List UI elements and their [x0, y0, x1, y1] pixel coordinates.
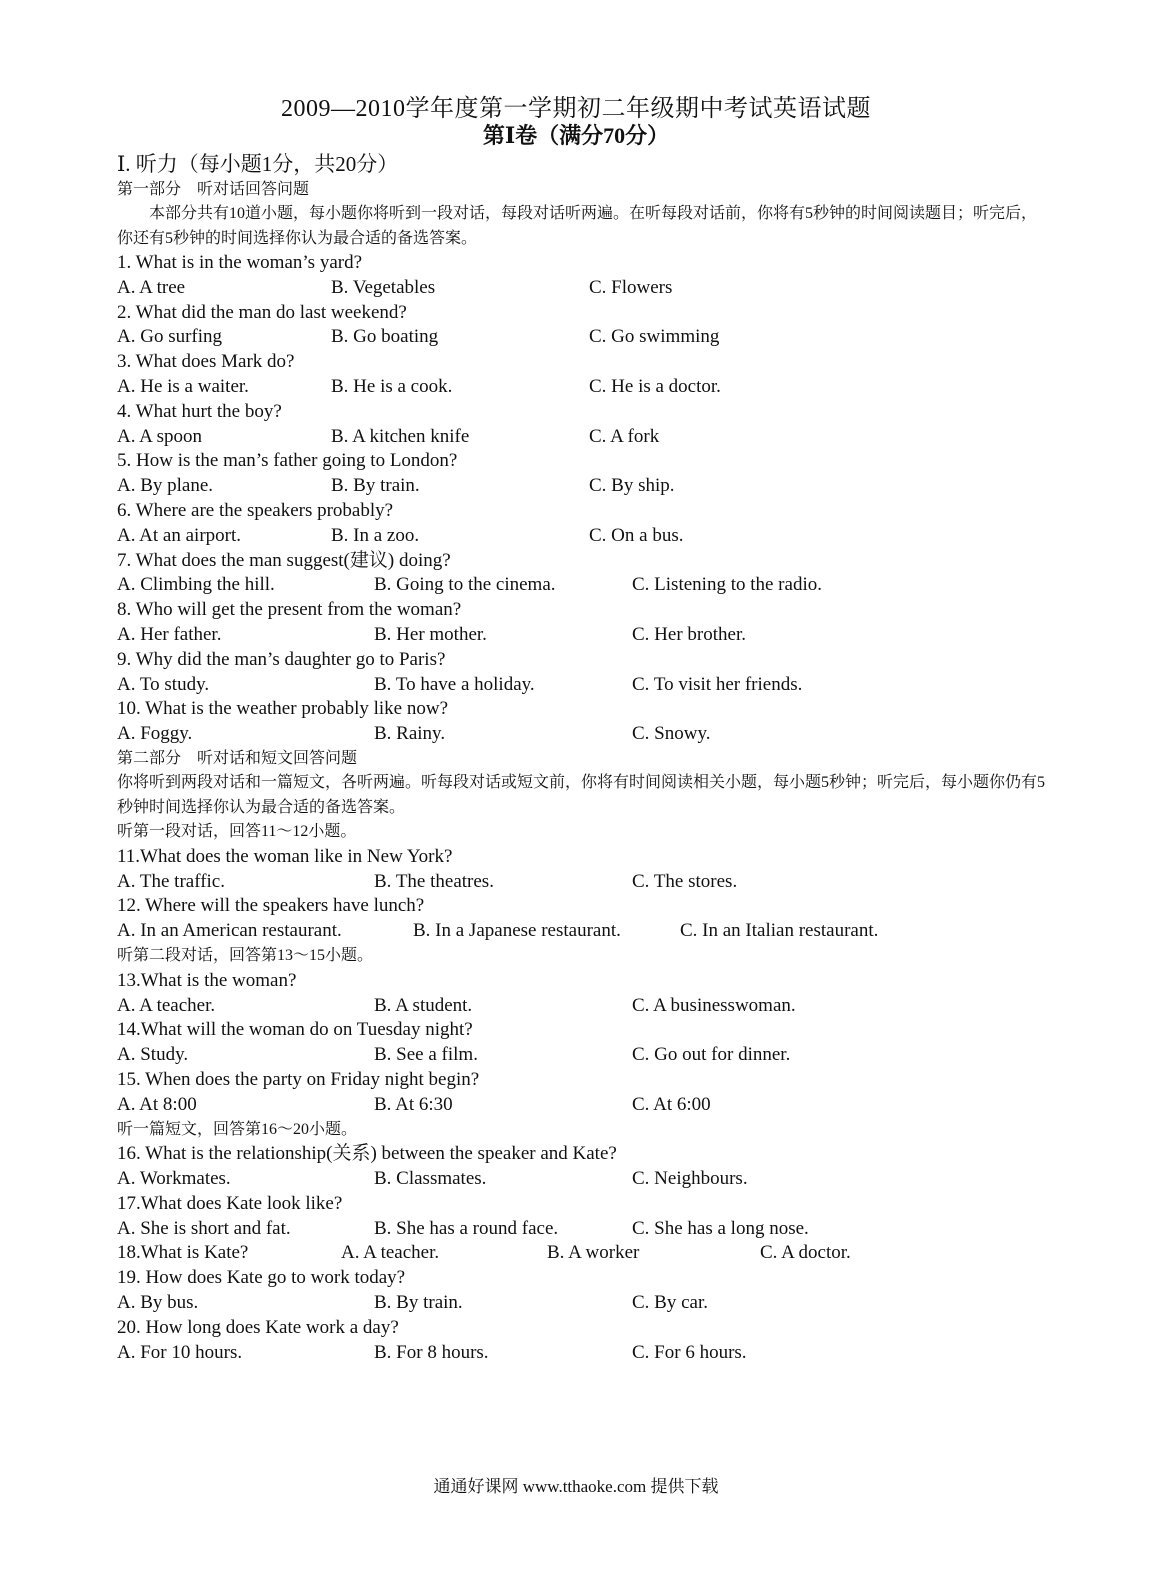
- section-heading-listening: Ⅰ. 听力（每小题1分，共20分）: [117, 152, 399, 176]
- option-c: C. Go swimming: [589, 326, 720, 348]
- option-b: B. To have a holiday.: [374, 673, 535, 695]
- question-7: 7. What does the man suggest(建议) doing?: [117, 549, 451, 571]
- option-a: A. For 10 hours.: [117, 1341, 243, 1363]
- option-b: B. In a zoo.: [331, 524, 420, 546]
- option-b: B. Go boating: [331, 326, 439, 348]
- options-7: [117, 573, 1047, 598]
- dialogue-1-hint: 听第一段对话，回答11～12小题。: [117, 822, 357, 840]
- option-a: A. By plane.: [117, 475, 214, 497]
- option-c: C. Her brother.: [632, 623, 746, 645]
- option-b: B. Rainy.: [374, 723, 446, 745]
- option-b: B. A student.: [374, 994, 473, 1016]
- options-6: [117, 524, 1047, 549]
- option-c: C. To visit her friends.: [632, 673, 803, 695]
- option-a: A. In an American restaurant.: [117, 920, 342, 942]
- option-a: A. At 8:00: [117, 1093, 197, 1115]
- option-c: C. The stores.: [632, 870, 738, 892]
- option-c: C. By ship.: [589, 475, 675, 497]
- option-c: C. Flowers: [589, 276, 673, 298]
- option-b: B. By train.: [374, 1292, 463, 1314]
- dialogue-2-hint: 听第二段对话，回答第13～15小题。: [117, 946, 374, 964]
- option-b: B. See a film.: [374, 1044, 478, 1066]
- question-12: 12. Where will the speakers have lunch?: [117, 895, 425, 917]
- option-c: C. Go out for dinner.: [632, 1044, 791, 1066]
- question-14: 14.What will the woman do on Tuesday night?: [117, 1019, 473, 1041]
- option-c: C. She has a long nose.: [632, 1217, 809, 1239]
- option-a: A. A teacher.: [117, 994, 216, 1016]
- option-c: C. Neighbours.: [632, 1168, 748, 1190]
- option-a: A. By bus.: [117, 1292, 199, 1314]
- option-a: A. A teacher.: [341, 1242, 440, 1264]
- option-b: B. The theatres.: [374, 870, 494, 892]
- question-19: 19. How does Kate go to work today?: [117, 1267, 406, 1289]
- option-b: B. Vegetables: [331, 276, 436, 298]
- question-1: 1. What is in the woman’s yard?: [117, 252, 363, 273]
- option-a: A. To study.: [117, 673, 210, 695]
- question-4: 4. What hurt the boy?: [117, 400, 282, 422]
- option-a: A. A tree: [117, 276, 186, 298]
- option-a: A. He is a waiter.: [117, 375, 249, 397]
- option-a: A. Study.: [117, 1044, 189, 1066]
- options-13: [117, 994, 1047, 1019]
- question-18: 18.What is Kate?: [117, 1242, 249, 1264]
- option-a: A. Workmates.: [117, 1168, 231, 1190]
- options-9: [117, 673, 1047, 698]
- option-b: B. In a Japanese restaurant.: [413, 920, 621, 942]
- option-b: B. For 8 hours.: [374, 1341, 489, 1363]
- option-a: A. Climbing the hill.: [117, 574, 275, 596]
- option-a: A. She is short and fat.: [117, 1217, 291, 1239]
- option-c: C. At 6:00: [632, 1093, 711, 1115]
- page-footer: 通通好课网 www.tthaoke.com 提供下载: [433, 1477, 719, 1496]
- option-c: C. For 6 hours.: [632, 1341, 747, 1363]
- option-a: A. A spoon: [117, 425, 202, 447]
- options-1: [117, 276, 1047, 301]
- question-18-row: [117, 1241, 1047, 1266]
- exam-title: 2009—2010学年度第一学期初二年级期中考试英语试题: [281, 96, 871, 122]
- option-a: A. Her father.: [117, 623, 222, 645]
- option-a: A. Go surfing: [117, 326, 223, 348]
- options-8: [117, 623, 1047, 648]
- options-5: [117, 474, 1047, 499]
- question-5: 5. How is the man’s father going to London?: [117, 450, 458, 472]
- option-c: C. Listening to the radio.: [632, 574, 822, 596]
- part2-heading: 第二部分 听对话和短文回答问题: [117, 749, 358, 767]
- options-20: [117, 1341, 1047, 1366]
- options-10: [117, 722, 1047, 747]
- option-b: B. By train.: [331, 475, 420, 497]
- option-a: A. The traffic.: [117, 870, 225, 892]
- question-2: 2. What did the man do last weekend?: [117, 301, 407, 323]
- options-19: [117, 1291, 1047, 1316]
- options-3: [117, 375, 1047, 400]
- option-b: B. Going to the cinema.: [374, 574, 556, 596]
- question-8: 8. Who will get the present from the woman?: [117, 599, 462, 621]
- option-a: A. At an airport.: [117, 524, 242, 546]
- options-12: [117, 919, 1047, 944]
- question-11: 11.What does the woman like in New York?: [117, 845, 453, 867]
- option-b: B. He is a cook.: [331, 375, 453, 397]
- part2-instructions: 你将听到两段对话和一篇短文，各听两遍。听每段对话或短文前，你将有时间阅读相关小题，每小题5秒钟；听完后，每小题你仍有5秒钟时间选择你认为最合适的备选答案。: [117, 773, 1046, 816]
- question-17: 17.What does Kate look like?: [117, 1192, 343, 1214]
- question-13: 13.What is the woman?: [117, 969, 297, 991]
- options-16: [117, 1167, 1047, 1192]
- option-b: B. A worker: [547, 1242, 640, 1264]
- option-b: B. A kitchen knife: [331, 425, 470, 447]
- question-16: 16. What is the relationship(关系) between the speaker and Kate?: [117, 1143, 617, 1165]
- options-4: [117, 425, 1047, 450]
- question-6: 6. Where are the speakers probably?: [117, 499, 394, 521]
- question-10: 10. What is the weather probably like now?: [117, 698, 448, 720]
- options-17: [117, 1217, 1047, 1242]
- exam-subtitle: 第Ⅰ卷（满分70分）: [482, 123, 670, 148]
- option-c: C. A fork: [589, 425, 660, 447]
- exam-content: [117, 150, 1047, 1365]
- option-c: C. Snowy.: [632, 723, 711, 745]
- option-b: B. Her mother.: [374, 623, 487, 645]
- option-a: A. Foggy.: [117, 723, 193, 745]
- options-14: [117, 1043, 1047, 1068]
- part1-heading: 第一部分 听对话回答问题: [117, 181, 310, 198]
- question-3: 3. What does Mark do?: [117, 351, 295, 373]
- question-15: 15. When does the party on Friday night begin?: [117, 1068, 480, 1090]
- question-20: 20. How long does Kate work a day?: [117, 1316, 399, 1338]
- option-b: B. At 6:30: [374, 1093, 453, 1115]
- options-15: [117, 1093, 1047, 1118]
- option-c: C. In an Italian restaurant.: [680, 920, 879, 942]
- option-c: C. He is a doctor.: [589, 375, 721, 397]
- question-9: 9. Why did the man’s daughter go to Paris?: [117, 648, 446, 670]
- option-b: B. She has a round face.: [374, 1217, 559, 1239]
- option-b: B. Classmates.: [374, 1168, 487, 1190]
- passage-hint: 听一篇短文，回答第16～20小题。: [117, 1120, 358, 1138]
- option-c: C. A doctor.: [760, 1242, 851, 1264]
- option-c: C. On a bus.: [589, 524, 684, 546]
- part1-instructions: 本部分共有10道小题，每小题你将听到一段对话，每段对话听两遍。在听每段对话前，你将有5秒钟的时间阅读题目；听完后，你还有5秒钟的时间选择你认为最合适的备选答案。: [117, 205, 1038, 247]
- option-c: C. By car.: [632, 1292, 708, 1314]
- options-2: [117, 325, 1047, 350]
- option-c: C. A businesswoman.: [632, 994, 796, 1016]
- options-11: [117, 870, 1047, 895]
